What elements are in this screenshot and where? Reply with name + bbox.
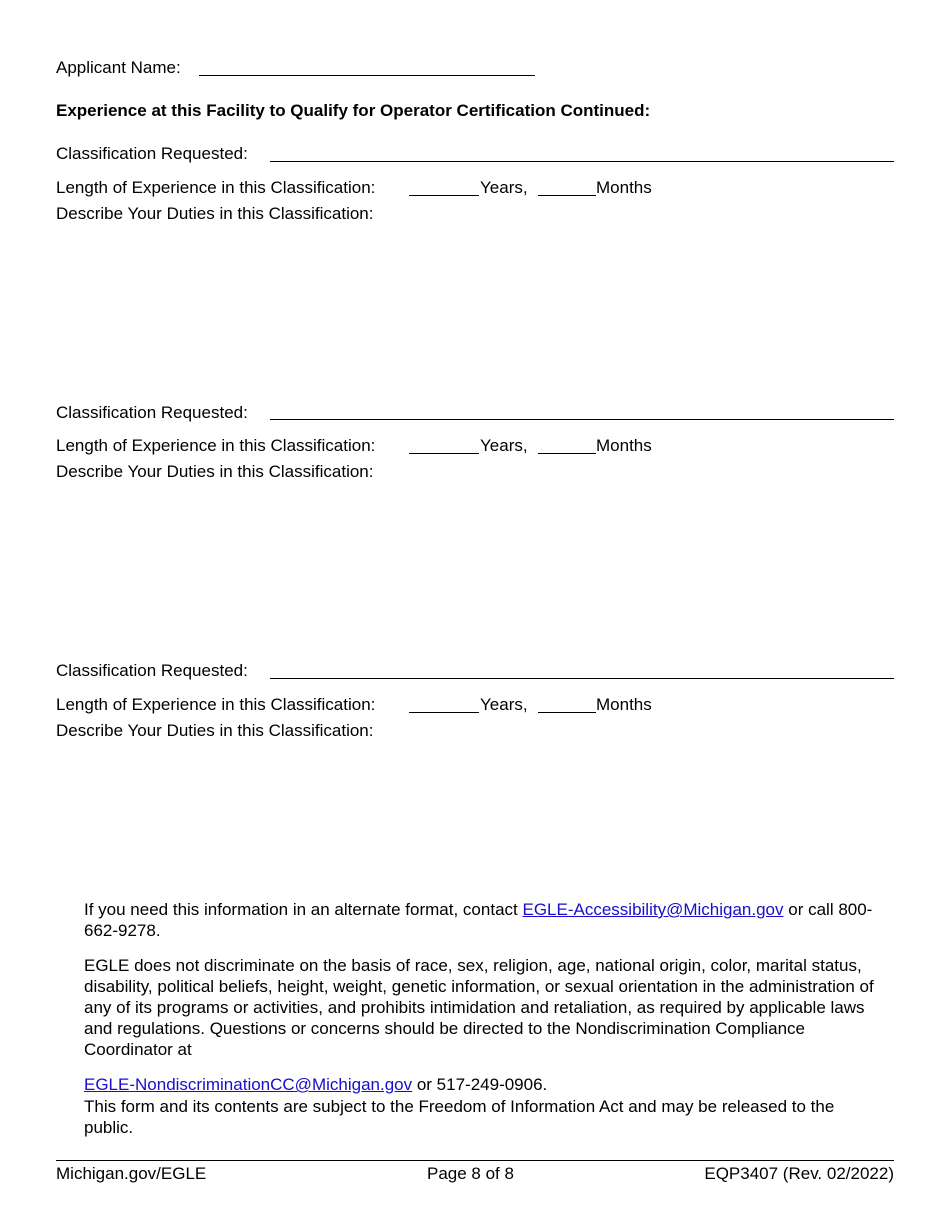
years-label: Years, bbox=[480, 178, 528, 197]
experience-length-label: Length of Experience in this Classification: bbox=[56, 436, 376, 455]
nondiscrimination-email-link[interactable]: EGLE-NondiscriminationCC@Michigan.gov bbox=[84, 1075, 413, 1094]
duties-description-field[interactable] bbox=[56, 486, 894, 656]
duties-description-label: Describe Your Duties in this Classification: bbox=[56, 462, 374, 481]
footer-form-id: EQP3407 (Rev. 02/2022) bbox=[704, 1164, 894, 1183]
months-label: Months bbox=[596, 436, 652, 455]
nondiscrimination-contact bbox=[84, 1074, 884, 1095]
applicant-name-label: Applicant Name: bbox=[56, 58, 181, 77]
applicant-name-field[interactable] bbox=[199, 75, 535, 76]
duties-description-label: Describe Your Duties in this Classification: bbox=[56, 204, 374, 223]
alt-format-suffix: or call 800-662-9278. bbox=[84, 900, 873, 940]
nondiscrimination-notice: EGLE does not discriminate on the basis of race, sex, religion, age, national origin, color, marital status, disability, political beliefs, height, weight, genetic information, or sexual orientation in the administration of any of its programs or activities, and prohibits intimidation and retaliation, as required by applicable laws and regulations. Questions or concerns should be directed to the Nondiscrimination Compliance Coordinator at bbox=[84, 956, 874, 1059]
classification-requested-field[interactable] bbox=[270, 419, 894, 420]
duties-description-field[interactable] bbox=[56, 228, 894, 398]
alternate-format-notice bbox=[84, 899, 884, 941]
years-label: Years, bbox=[480, 436, 528, 455]
experience-length-label: Length of Experience in this Classification: bbox=[56, 695, 376, 714]
section-title: Experience at this Facility to Qualify for Operator Certification Continued: bbox=[56, 101, 651, 120]
experience-length-label: Length of Experience in this Classification: bbox=[56, 178, 376, 197]
classification-requested-field[interactable] bbox=[270, 678, 894, 679]
experience-months-field[interactable] bbox=[538, 195, 596, 196]
duties-description-field[interactable] bbox=[56, 745, 894, 885]
classification-requested-field[interactable] bbox=[270, 161, 894, 162]
classification-requested-label: Classification Requested: bbox=[56, 144, 248, 163]
duties-description-label: Describe Your Duties in this Classification: bbox=[56, 721, 374, 740]
nondiscrimination-phone: or 517-249-0906. bbox=[416, 1075, 548, 1094]
alt-format-prefix: If you need this information in an alternate format, contact bbox=[84, 900, 518, 919]
footer-page-number: Page 8 of 8 bbox=[427, 1164, 514, 1183]
experience-years-field[interactable] bbox=[409, 453, 479, 454]
foia-notice: This form and its contents are subject to the Freedom of Information Act and may be released to the public. bbox=[84, 1097, 835, 1137]
experience-months-field[interactable] bbox=[538, 712, 596, 713]
accessibility-email-link[interactable]: EGLE-Accessibility@Michigan.gov bbox=[522, 900, 784, 919]
months-label: Months bbox=[596, 178, 652, 197]
months-label: Months bbox=[596, 695, 652, 714]
footer-divider bbox=[56, 1160, 894, 1161]
experience-months-field[interactable] bbox=[538, 453, 596, 454]
years-label: Years, bbox=[480, 695, 528, 714]
experience-years-field[interactable] bbox=[409, 712, 479, 713]
experience-years-field[interactable] bbox=[409, 195, 479, 196]
classification-requested-label: Classification Requested: bbox=[56, 661, 248, 680]
classification-requested-label: Classification Requested: bbox=[56, 403, 248, 422]
footer-website: Michigan.gov/EGLE bbox=[56, 1164, 207, 1183]
